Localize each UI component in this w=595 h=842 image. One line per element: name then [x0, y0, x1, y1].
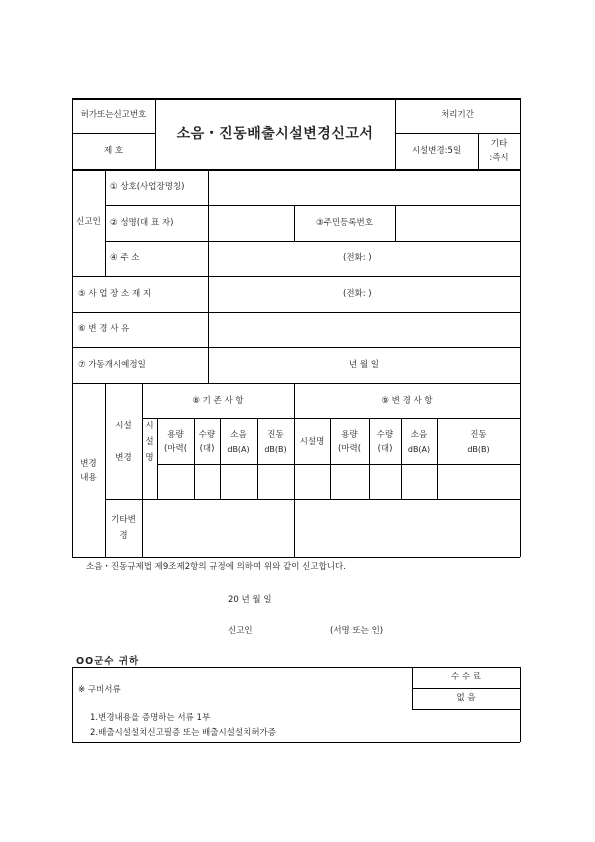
- col-noise-new-1: 소음: [410, 430, 428, 440]
- other-change-label-1: 기타변: [111, 515, 136, 525]
- col-quantity-new-1: 수량: [376, 430, 394, 440]
- other-change-existing-field[interactable]: [143, 500, 293, 556]
- col-capacity-new-2: (마력(: [337, 444, 362, 454]
- attachment-item-2: 2.배출시설설치신고필증 또는 배출시설설치허가증: [90, 728, 276, 738]
- company-name-label: ① 상호(사업장명칭): [110, 182, 185, 192]
- col-quantity-2: (대): [199, 444, 215, 454]
- col-quantity-new-2: (대): [377, 444, 393, 454]
- facility-change-period: 시설변경:5일: [411, 146, 462, 156]
- form-title: 소음・진동배출시설변경신고서: [176, 126, 374, 142]
- col-facility-name-v-2: 설: [145, 437, 154, 447]
- facility-change-label-2: 변경: [115, 453, 132, 463]
- recipient: OO군수 귀하: [76, 656, 140, 667]
- signature-note: (서명 또는 인): [330, 626, 384, 636]
- number-label: 제 호: [103, 146, 124, 156]
- address-label: ④ 주 소: [110, 253, 140, 263]
- col-capacity-2: (마력(: [163, 444, 188, 454]
- col-noise-1: 소음: [230, 430, 247, 440]
- col-facility-name-v-3: 명: [145, 453, 154, 463]
- resident-number-field[interactable]: [396, 206, 519, 240]
- fee-value: 없 음: [456, 693, 476, 703]
- signer-label: 신고인: [228, 626, 253, 636]
- col-quantity-1: 수량: [198, 430, 216, 440]
- change-section-label-1: 변경: [80, 459, 97, 469]
- immediate-label: :즉시: [489, 153, 509, 163]
- col-capacity-1: 용량: [167, 430, 184, 440]
- other-change-new-field[interactable]: [295, 500, 519, 556]
- representative-field[interactable]: [209, 206, 293, 240]
- change-section-label-2: 내용: [80, 473, 97, 483]
- other-period: 기타: [490, 139, 508, 149]
- col-vibration-new-1: 진동: [470, 430, 487, 440]
- site-location-label: ⑤ 사 업 장 소 재 지: [78, 289, 152, 299]
- applicant-section-label: 신고인: [76, 217, 101, 227]
- resident-number-label: ③주민등록번호: [316, 218, 373, 228]
- col-facility-name: 시설명: [299, 437, 325, 447]
- site-phone: (전화: ): [343, 289, 372, 299]
- col-facility-name-v-1: 시: [145, 421, 154, 431]
- attachments-label: ※ 구비서류: [78, 685, 121, 695]
- declaration-statement: 소음・진동규제법 제9조제2항의 규정에 의하여 위와 같이 신고합니다.: [86, 562, 346, 572]
- change-reason-label: ⑥ 변 경 사 유: [78, 324, 130, 334]
- fee-label: 수 수 료: [450, 672, 482, 682]
- col-noise-new-2: dB(A): [407, 445, 431, 454]
- col-capacity-new-1: 용량: [341, 430, 358, 440]
- start-date-value: 년 월 일: [348, 360, 380, 370]
- existing-items-header: ⑧ 기 존 사 항: [192, 396, 244, 406]
- col-noise-2: dB(A): [227, 445, 250, 454]
- facility-change-label-1: 시설: [115, 421, 132, 431]
- start-date-label: ⑦ 가동개시예정일: [78, 360, 146, 370]
- address-field[interactable]: [209, 242, 339, 275]
- changed-items-header: ⑨ 변 경 사 항: [381, 396, 433, 406]
- site-location-field[interactable]: [209, 277, 339, 311]
- processing-period-label: 처리기간: [441, 110, 474, 120]
- other-change-label-2: 경: [119, 531, 128, 541]
- facility-change-entry-row[interactable]: [158, 465, 519, 498]
- declaration-date: 20 년 월 일: [228, 595, 272, 605]
- col-vibration-new-2: dB(B): [467, 445, 490, 454]
- col-vibration-2: dB(B): [264, 445, 287, 454]
- company-name-field[interactable]: [209, 170, 519, 204]
- representative-label: ② 성명(대 표 자): [110, 218, 174, 228]
- change-reason-field[interactable]: [209, 313, 519, 346]
- address-phone: (전화: ): [343, 253, 372, 263]
- col-vibration-1: 진동: [267, 430, 284, 440]
- attachment-item-1: 1.변경내용을 증명하는 서류 1부: [90, 713, 211, 723]
- permit-number-label: 허가또는신고번호: [80, 110, 147, 120]
